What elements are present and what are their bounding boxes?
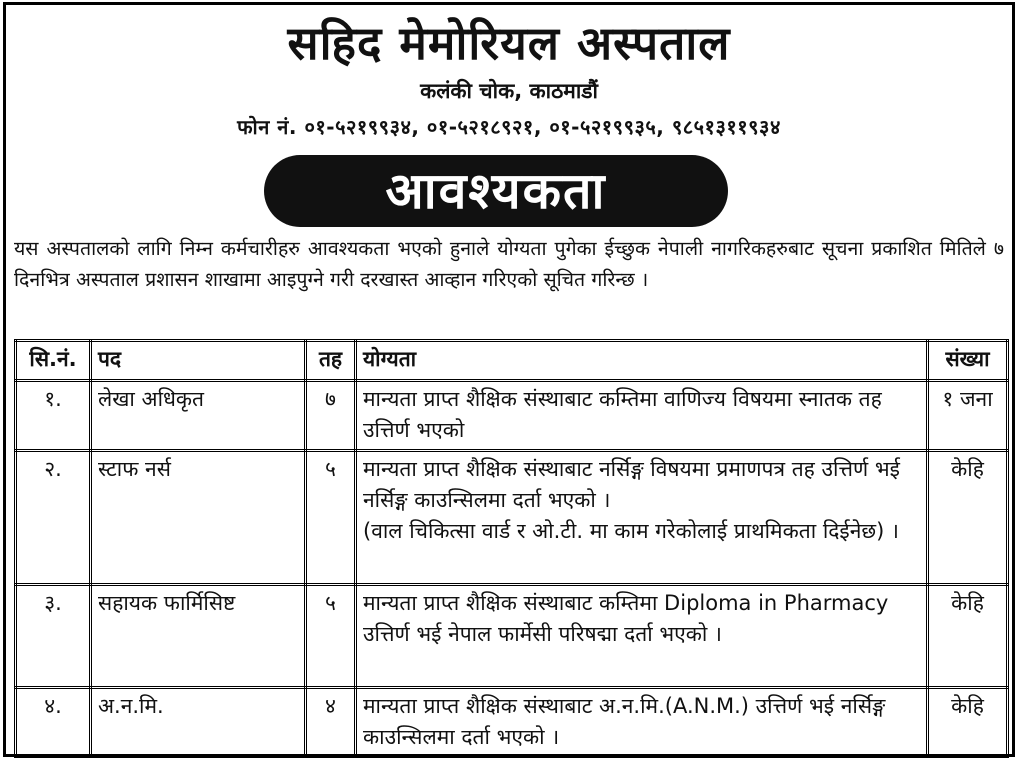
header-grade: तह [306,341,356,381]
row-serial-number: १. [16,381,91,451]
vacancy-table [14,339,1009,758]
header-qualification: योग्यता [356,341,928,381]
vacancy-banner [264,155,728,227]
row-serial-number: ४. [16,688,91,757]
row-post: सहायक फार्मिसिष्ट [91,585,306,688]
row-post: स्टाफ नर्स [91,451,306,585]
row-serial-number: ३. [16,585,91,688]
intro-notice-text: यस अस्पतालको लागि निम्न कर्मचारीहरु आवश्यकता भएको हुनाले योग्यता पुगेका ईच्छुक नेपाली नागरिकहरुबाट सूचना प्रकाशित मितिले ७ दिनभित्र अस्पताल प्रशासन शाखामा आइपुग्ने गरी दरखास्त आव्हान गरिएको सूचित गरिन्छ । [14,237,1004,291]
header-count: संख्या [928,341,1008,381]
row-grade: ४ [306,688,356,757]
row-qualification: मान्यता प्राप्त शैक्षिक संस्थाबाट कम्तिमा Diploma in Pharmacy उत्तिर्ण भई नेपाल फार्मेसी परिषद्मा दर्ता भएको । [356,585,928,688]
row-serial-number: २. [16,451,91,585]
row-count: केहि [928,451,1008,585]
row-count: केहि [928,585,1008,688]
row-qualification: मान्यता प्राप्त शैक्षिक संस्थाबाट अ.न.मि.(A.N.M.) उत्तिर्ण भई नर्सिङ्ग काउन्सिलमा दर्ता भएको । [356,688,928,757]
row-qualification-note: (वाल चिकित्सा वार्ड र ओ.टी. मा काम गरेकोलाई प्राथमिकता दिईनेछ) । [363,519,899,543]
row-grade: ५ [306,585,356,688]
row-grade: ७ [306,381,356,451]
hospital-name: सहिद मेमोरियल अस्पताल [287,16,731,70]
row-qualification: मान्यता प्राप्त शैक्षिक संस्थाबाट कम्तिमा वाणिज्य विषयमा स्नातक तह उत्तिर्ण भएको [356,381,928,451]
table-header-row [16,341,1008,381]
row-grade: ५ [306,451,356,585]
phone-numbers: फोन नं. ०१-५२१९९३४, ०१-५२१८९२१, ०१-५२१९९३५, ९८५१३११९३४ [237,115,781,139]
table-row [16,381,1008,451]
header-post: पद [91,341,306,381]
header-serial-number: सि.नं. [16,341,91,381]
table-row [16,688,1008,757]
table-row [16,585,1008,688]
vacancy-advertisement [3,2,1015,757]
vacancy-banner-title: आवश्यकता [385,162,607,220]
row-post: लेखा अधिकृत [91,381,306,451]
row-count: केहि [928,688,1008,757]
row-count: १ जना [928,381,1008,451]
row-qualification-cell [356,451,928,585]
row-qualification: मान्यता प्राप्त शैक्षिक संस्थाबाट नर्सिङ्ग विषयमा प्रमाणपत्र तह उत्तिर्ण भई नर्सिङ्ग काउन्सिलमा दर्ता भएको । [363,457,900,512]
table-row [16,451,1008,585]
hospital-address: कलंकी चोक, काठमाडौं [420,79,598,103]
row-post: अ.न.मि. [91,688,306,757]
